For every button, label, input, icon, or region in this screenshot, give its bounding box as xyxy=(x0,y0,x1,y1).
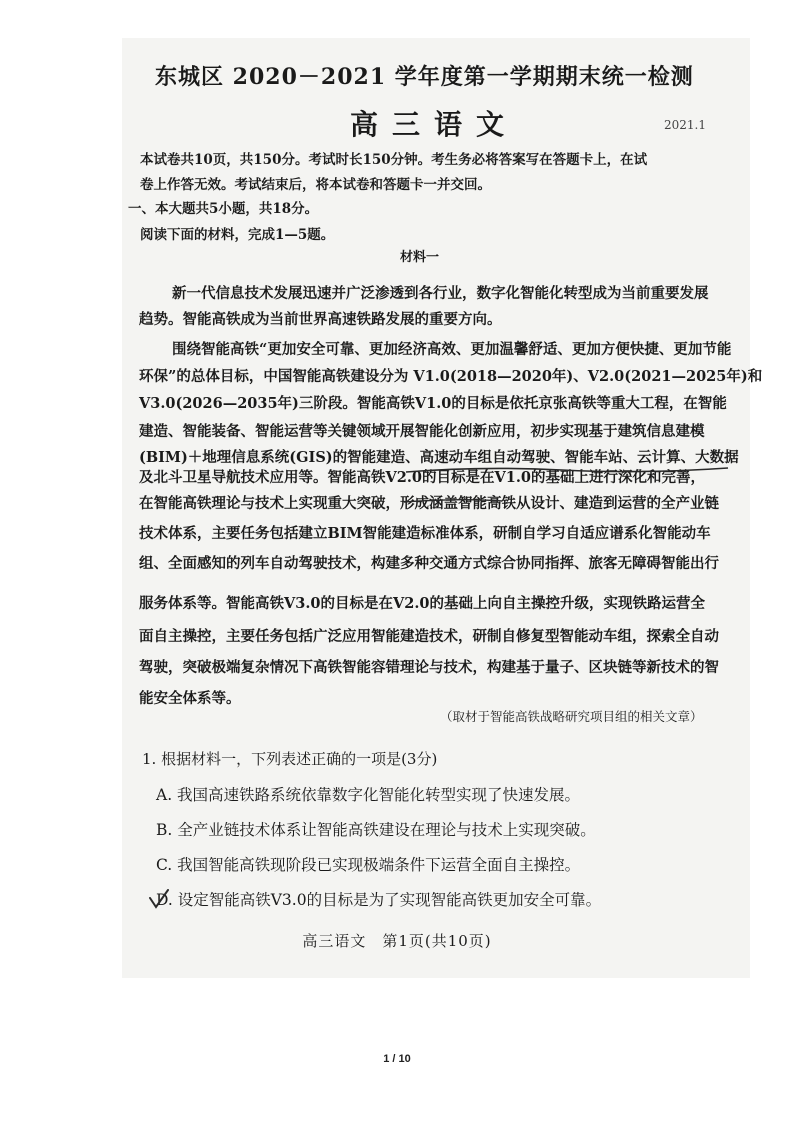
instruction-line: 卷上作答无效。考试结束后，将本试卷和答题卡一并交回。 xyxy=(140,177,491,193)
material-line: 服务体系等。智能高铁V3.0的目标是在V2.0的基础上向自主操控升级，实现铁路运营全 xyxy=(139,595,705,612)
instruction-line: 本试卷共10页，共150分。考试时长150分钟。考生务必将答案写在答题卡上，在试 xyxy=(140,152,648,168)
material-source: （取材于智能高铁战略研究项目组的相关文章） xyxy=(440,709,703,724)
option-b: B. 全产业链技术体系让智能高铁建设在理论与技术上实现突破。 xyxy=(156,821,596,839)
material-line: 新一代信息技术发展迅速并广泛渗透到各行业，数字化智能化转型成为当前重要发展 xyxy=(172,285,709,302)
material-line: 围绕智能高铁“更加安全可靠、更加经济高效、更加温馨舒适、更加方便快捷、更加节能 xyxy=(172,341,732,358)
material-line: 技术体系，主要任务包括建立BIM智能建造标准体系，研制自学习自适应谱系化智能动车 xyxy=(139,525,711,542)
material-line: 趋势。智能高铁成为当前世界高速铁路发展的重要方向。 xyxy=(139,311,502,328)
material-line: 能安全体系等。 xyxy=(139,690,241,707)
section-heading: 一、本大题共5小题，共18分。 xyxy=(128,201,319,217)
material-line: 环保”的总体目标，中国智能高铁建设分为 V1.0(2018—2020年)、V2.0(2021—2025年)和 xyxy=(139,368,763,385)
check-mark-icon xyxy=(148,888,170,910)
material-line: 在智能高铁理论与技术上实现重大突破，形成涵盖智能高铁从设计、建造到运营的全产业链 xyxy=(139,495,719,512)
option-c: C. 我国智能高铁现阶段已实现极端条件下运营全面自主操控。 xyxy=(156,856,581,874)
pen-annotation-icon xyxy=(402,452,732,512)
page-footer: 高三语文 第1页(共10页) xyxy=(302,932,492,950)
question-stem: 1. 根据材料一，下列表述正确的一项是(3分) xyxy=(142,750,438,768)
exam-title: 东城区 2020－2021 学年度第一学期期末统一检测 xyxy=(155,64,694,90)
material-line: 建造、智能装备、智能运营等关键领域开展智能化创新应用，初步实现基于建筑信息建模 xyxy=(139,423,705,440)
option-a: A. 我国高速铁路系统依靠数字化智能化转型实现了快速发展。 xyxy=(156,786,581,804)
material-line: 及北斗卫星导航技术应用等。智能高铁V2.0的目标是在V1.0的基础上进行深化和完善， xyxy=(139,469,705,486)
material-title: 材料一 xyxy=(400,250,440,265)
subject-title: 高三语文 xyxy=(350,108,519,141)
material-line: V3.0(2026—2035年)三阶段。智能高铁V1.0的目标是依托京张高铁等重大工程，在智能 xyxy=(139,395,727,412)
material-line: (BIM)＋地理信息系统(GIS)的智能建造、高速动车组自动驾驶、智能车站、云计算、大数据 xyxy=(139,449,739,466)
material-line: 组、全面感知的列车自动驾驶技术，构建多种交通方式综合协同指挥、旅客无障碍智能出行 xyxy=(139,555,719,572)
page-counter: 1 / 10 xyxy=(383,1053,411,1065)
exam-date: 2021.1 xyxy=(664,118,706,132)
material-line: 驾驶，突破极端复杂情况下高铁智能容错理论与技术，构建基于量子、区块链等新技术的智 xyxy=(139,659,719,676)
material-line: 面自主操控，主要任务包括广泛应用智能建造技术，研制自修复型智能动车组，探索全自动 xyxy=(139,628,719,645)
option-d: D. 设定智能高铁V3.0的目标是为了实现智能高铁更加安全可靠。 xyxy=(156,891,602,909)
section-prompt: 阅读下面的材料，完成1—5题。 xyxy=(140,227,335,243)
